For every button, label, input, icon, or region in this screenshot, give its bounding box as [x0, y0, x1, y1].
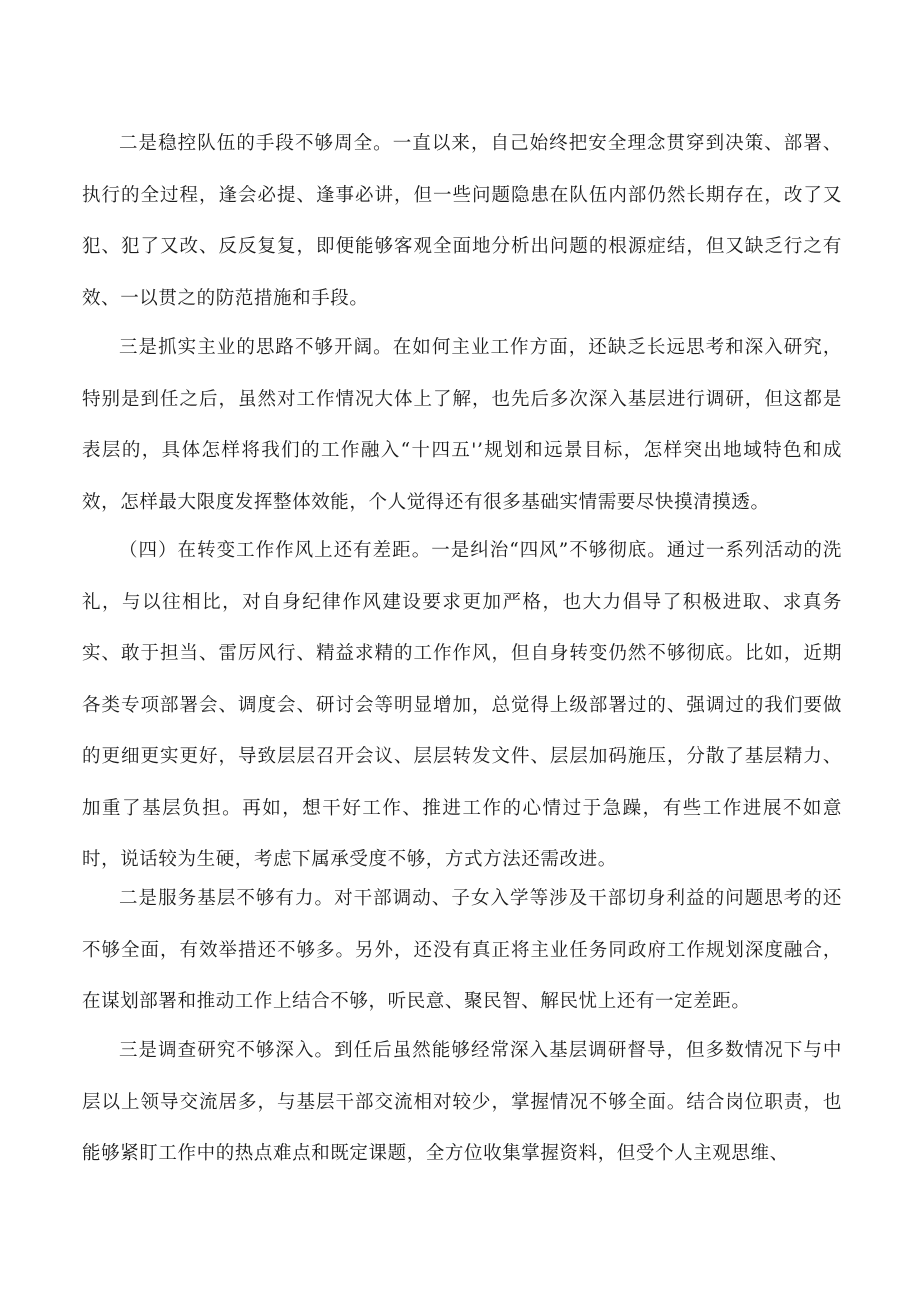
paragraph-work-style: （四）在转变工作作风上还有差距。一是纠治“四风”不够彻底。通过一系列活动的洗礼，与以往相比，对自身纪律作风建设要求更加严格，也大力倡导了积极进取、求真务实、敢于担当、雷厉风行、精益求精的工作作风，但自身转变仍然不够彻底。比如，近期各类专项部署会、调度会、研讨会等明显增加，总觉得上级部署过的、强调过的我们要做的更细更实更好，导致层层召开会议、层层转发文件、层层加码施压，分散了基层精力、加重了基层负担。再如，想干好工作、推进工作的心情过于急躁，有些工作进展不如意时，说话较为生硬，考虑下属承受度不够，方式方法还需改进。 [82, 540, 842, 870]
paragraph-investigation-research: 三是调查研究不够深入。到任后虽然能够经常深入基层调研督导，但多数情况下与中层以上领导交流居多，与基层干部交流相对较少，掌握情况不够全面。结合岗位职责，也能够紧盯工作中的热点难点和既定课题，全方位收集掌握资料，但受个人主观思维、 [82, 1040, 842, 1164]
paragraph-main-business-thinking: 三是抓实主业的思路不够开阔。在如何主业工作方面，还缺乏长远思考和深入研究，特别是到任之后，虽然对工作情况大体上了解，也先后多次深入基层进行调研，但这都是表层的，具体怎样将我们的工作融入“十四五'’规划和远景目标，怎样突出地域特色和成效，怎样最大限度发挥整体效能，个人觉得还有很多基础实情需要尽快摸清摸透。 [82, 337, 842, 513]
paragraph-stability-control: 二是稳控队伍的手段不够周全。一直以来，自己始终把安全理念贯穿到决策、部署、执行的全过程，逢会必提、逢事必讲，但一些问题隐患在队伍内部仍然长期存在，改了又犯、犯了又改、反反复复，即便能够客观全面地分析出问题的根源症结，但又缺乏行之有效、一以贯之的防范措施和手段。 [82, 133, 842, 309]
paragraph-serving-grassroots: 二是服务基层不够有力。对干部调动、子女入学等涉及干部切身利益的问题思考的还不够全面，有效举措还不够多。另外，还没有真正将主业任务同政府工作规划深度融合，在谋划部署和推动工作上结合不够，听民意、聚民智、解民忧上还有一定差距。 [82, 888, 842, 1012]
